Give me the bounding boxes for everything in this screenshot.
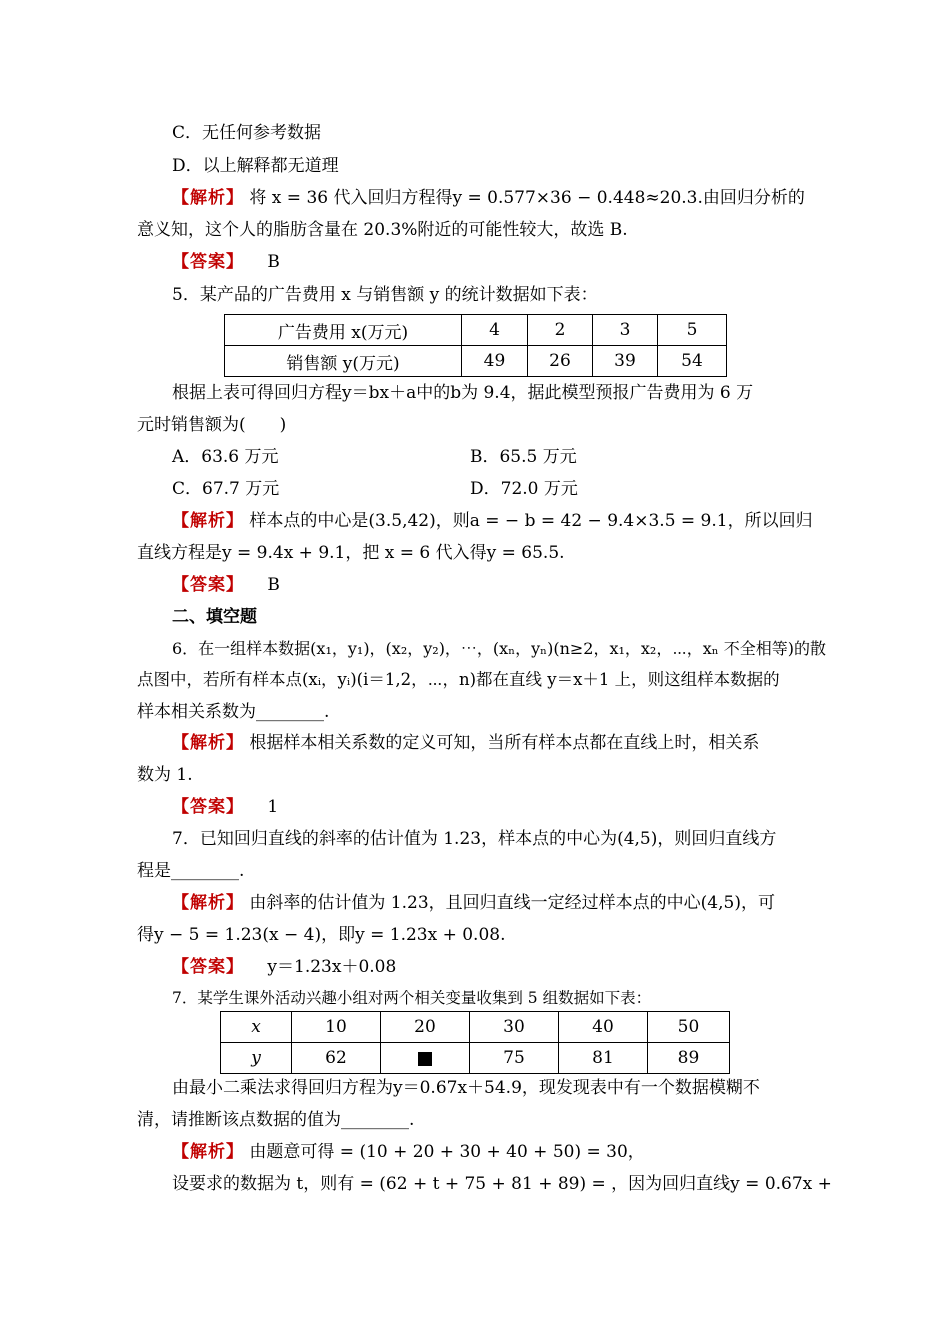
table-row bbox=[221, 1012, 730, 1043]
analysis-text: 样本点的中心是(3.5,42)，则a = − b = 42 − 9.4×3.5 = 9.1，所以回归 bbox=[249, 511, 813, 531]
ad-sales-table bbox=[224, 314, 727, 377]
analysis-text-cont: 意义知，这个人的脂肪含量在 20.3%附近的可能性较大，故选 B. bbox=[137, 220, 628, 240]
analysis-text-cont: 得y − 5 = 1.23(x − 4)，即y = 1.23x + 0.08. bbox=[137, 925, 506, 945]
table-cell: 销售额 y(万元) bbox=[225, 346, 462, 377]
question-5-body: 根据上表可得回归方程y＝bx＋a中的b为 9.4，据此模型预报广告费用为 6 万 bbox=[172, 383, 754, 403]
xy-data-table bbox=[220, 1011, 730, 1074]
analysis-text: 由斜率的估计值为 1.23，且回归直线一定经过样本点的中心(4,5)，可 bbox=[249, 893, 775, 913]
section-heading: 二、填空题 bbox=[172, 607, 257, 627]
table-cell: 75 bbox=[470, 1043, 559, 1074]
analysis-text-cont: 数为 1. bbox=[137, 765, 193, 785]
answer-tag: 【答案】 bbox=[172, 957, 244, 977]
analysis-text: 由题意可得 = (10 + 20 + 30 + 40 + 50) = 30， bbox=[249, 1142, 645, 1162]
option-c-text: C．无任何参考数据 bbox=[172, 123, 322, 143]
answer-line bbox=[172, 250, 852, 274]
question-7-blank: 程是________. bbox=[137, 861, 245, 881]
analysis-tag: 【解析】 bbox=[172, 893, 244, 913]
analysis-text-cont: 设要求的数据为 t，则有 = (62 + t + 75 + 81 + 89) = ，因为回归直线y = 0.67x + bbox=[172, 1174, 832, 1194]
table-cell: 49 bbox=[462, 346, 528, 377]
question-7b-body: 由最小二乘法求得回归方程为y＝0.67x＋54.9，现发现表中有一个数据模糊不 bbox=[172, 1078, 760, 1098]
answer-text: y＝1.23x＋0.08 bbox=[267, 957, 397, 977]
answer-tag: 【答案】 bbox=[172, 797, 244, 817]
option-c: C．67.7 万元 bbox=[172, 479, 280, 499]
question-6-text: 6．在一组样本数据(x₁，y₁)，(x₂，y₂)，⋯，(xₙ，yₙ)(n≥2，x₁，x₂，⋯，xₙ 不全相等)的散 bbox=[172, 639, 827, 658]
blurred-value-square bbox=[418, 1052, 432, 1066]
question-7b-text: 7．某学生课外活动兴趣小组对两个相关变量收集到 5 组数据如下表： bbox=[172, 989, 652, 1007]
option-a: A．63.6 万元 bbox=[172, 447, 279, 467]
analysis-tag: 【解析】 bbox=[172, 733, 244, 753]
table-row bbox=[225, 346, 727, 377]
question-7b-blank: 清，请推断该点数据的值为________. bbox=[137, 1110, 415, 1130]
table-cell: 54 bbox=[658, 346, 727, 377]
analysis-line bbox=[172, 509, 852, 533]
question-5-body-cont: 元时销售额为( ) bbox=[137, 415, 287, 435]
table-cell: 10 bbox=[292, 1012, 381, 1043]
question-6-text-cont: 点图中，若所有样本点(xᵢ，yᵢ)(i＝1,2，⋯，n)都在直线 y＝x＋1 上，则这组样本数据的 bbox=[137, 670, 780, 689]
option-d-text: D．以上解释都无道理 bbox=[172, 156, 339, 176]
table-cell: 3 bbox=[593, 315, 658, 346]
option-d: D．72.0 万元 bbox=[470, 479, 578, 499]
analysis-text-cont: 直线方程是y = 9.4x + 9.1，把 x = 6 代入得y = 65.5. bbox=[137, 543, 565, 563]
table-row bbox=[221, 1043, 730, 1074]
table-cell: 40 bbox=[559, 1012, 648, 1043]
table-cell-blurred bbox=[381, 1043, 470, 1074]
table-cell: 26 bbox=[528, 346, 593, 377]
analysis-line bbox=[172, 891, 852, 915]
analysis-line bbox=[172, 1140, 852, 1164]
analysis-line bbox=[172, 731, 852, 755]
table-cell: 50 bbox=[648, 1012, 730, 1043]
analysis-tag: 【解析】 bbox=[172, 188, 244, 208]
question-7-text: 7．已知回归直线的斜率的估计值为 1.23，样本点的中心为(4,5)，则回归直线方 bbox=[172, 829, 777, 849]
question-5-text: 5．某产品的广告费用 x 与销售额 y 的统计数据如下表： bbox=[172, 285, 598, 305]
table-cell: 5 bbox=[658, 315, 727, 346]
answer-text: B bbox=[267, 252, 280, 272]
question-6-blank: 样本相关系数为________. bbox=[137, 702, 330, 722]
analysis-line bbox=[172, 186, 852, 210]
answer-line bbox=[172, 955, 852, 979]
table-cell: 2 bbox=[528, 315, 593, 346]
table-cell: 广告费用 x(万元) bbox=[225, 315, 462, 346]
answer-line bbox=[172, 573, 852, 597]
table-cell: 39 bbox=[593, 346, 658, 377]
option-b: B．65.5 万元 bbox=[470, 447, 577, 467]
table-row bbox=[225, 315, 727, 346]
analysis-text: 将 x = 36 代入回归方程得y = 0.577×36 − 0.448≈20.3.由回归分析的 bbox=[249, 188, 805, 208]
answer-tag: 【答案】 bbox=[172, 575, 244, 595]
answer-text: B bbox=[267, 575, 280, 595]
answer-line bbox=[172, 795, 852, 819]
analysis-tag: 【解析】 bbox=[172, 1142, 244, 1162]
answer-tag: 【答案】 bbox=[172, 252, 244, 272]
analysis-tag: 【解析】 bbox=[172, 511, 244, 531]
table-cell: 89 bbox=[648, 1043, 730, 1074]
table-cell: x bbox=[221, 1012, 292, 1043]
table-cell: 30 bbox=[470, 1012, 559, 1043]
answer-text: 1 bbox=[267, 797, 279, 817]
table-cell: y bbox=[221, 1043, 292, 1074]
analysis-text: 根据样本相关系数的定义可知，当所有样本点都在直线上时，相关系 bbox=[249, 733, 760, 753]
table-cell: 4 bbox=[462, 315, 528, 346]
table-cell: 62 bbox=[292, 1043, 381, 1074]
table-cell: 20 bbox=[381, 1012, 470, 1043]
table-cell: 81 bbox=[559, 1043, 648, 1074]
